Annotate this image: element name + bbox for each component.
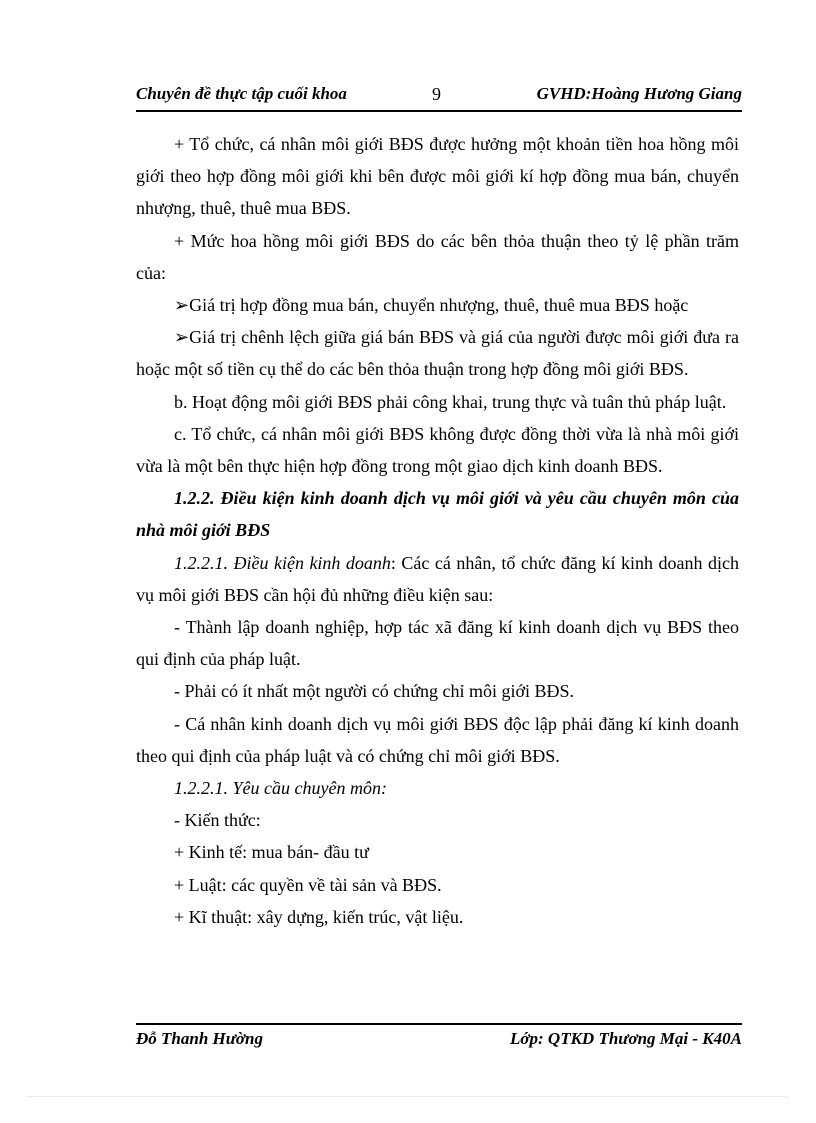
paragraph-technical: + Kĩ thuật: xây dựng, kiến trúc, vật liệu. (174, 906, 464, 927)
bullet-text: Giá trị chênh lệch giữa giá bán BĐS và giá của người được môi giới đưa ra hoặc một số tiền cụ thể do các bên thỏa thuận trong hợp đồng môi giới BĐS. (136, 327, 739, 380)
bullet-item (136, 289, 739, 321)
page-header (136, 84, 742, 112)
header-supervisor: GVHD:Hoàng Hương Giang (536, 84, 742, 103)
bullet-item (136, 321, 739, 385)
page-edge-divider (28, 1096, 788, 1097)
paragraph-commission: + Tổ chức, cá nhân môi giới BĐS được hưởng một khoản tiền hoa hồng môi giới theo hợp đồng môi giới khi bên được môi giới kí hợp đồng mua bán, chuyển nhượng, thuê, thuê mua BĐS. (136, 134, 739, 219)
paragraph-law: + Luật: các quyền về tài sản và BĐS. (174, 874, 442, 895)
header-document-title: Chuyên đề thực tập cuối khoa (136, 84, 347, 103)
page-footer (136, 1023, 742, 1055)
arrow-bullet-icon: ➢ (174, 295, 190, 316)
paragraph-text: : Các cá nhân, tổ chức đăng kí kinh doanh dịch vụ môi giới BĐS cần hội đủ những điều kiện sau: (136, 552, 739, 605)
subsection-label: 1.2.2.1. Điều kiện kinh doanh (174, 552, 391, 573)
section-heading: 1.2.2. Điều kiện kinh doanh dịch vụ môi giới và yêu cầu chuyên môn của nhà môi giới BĐS (136, 488, 739, 541)
bullet-text: Giá trị hợp đồng mua bán, chuyển nhượng, thuê, thuê mua BĐS hoặc (189, 295, 689, 316)
footer-class: Lớp: QTKD Thương Mại - K40A (510, 1029, 742, 1048)
paragraph-knowledge: - Kiến thức: (174, 810, 261, 831)
paragraph-c: c. Tổ chức, cá nhân môi giới BĐS không được đồng thời vừa là nhà môi giới vừa là một bên thực hiện hợp đồng trong một giao dịch kinh doanh BĐS. (136, 423, 739, 477)
paragraph-b: b. Hoạt động môi giới BĐS phải công khai, trung thực và tuân thủ pháp luật. (174, 391, 727, 412)
document-body (136, 128, 739, 933)
arrow-bullet-icon: ➢ (174, 327, 190, 348)
paragraph-economics: + Kinh tế: mua bán- đầu tư (174, 842, 369, 863)
paragraph-commission-rate: + Mức hoa hồng môi giới BĐS do các bên thỏa thuận theo tỷ lệ phần trăm của: (136, 230, 739, 283)
subsection-heading: 1.2.2.1. Yêu cầu chuyên môn: (174, 778, 387, 799)
page-number: 9 (432, 84, 441, 104)
footer-author: Đỗ Thanh Hường (136, 1029, 264, 1048)
paragraph-condition-1: - Thành lập doanh nghiệp, hợp tác xã đăng kí kinh doanh dịch vụ BĐS theo qui định của pháp luật. (136, 617, 739, 670)
paragraph-condition-3: - Cá nhân kinh doanh dịch vụ môi giới BĐS độc lập phải đăng kí kinh doanh theo qui định của pháp luật và có chứng chỉ môi giới BĐS. (136, 713, 739, 766)
paragraph-business-conditions (136, 547, 739, 611)
paragraph-condition-2: - Phải có ít nhất một người có chứng chỉ môi giới BĐS. (174, 681, 575, 702)
